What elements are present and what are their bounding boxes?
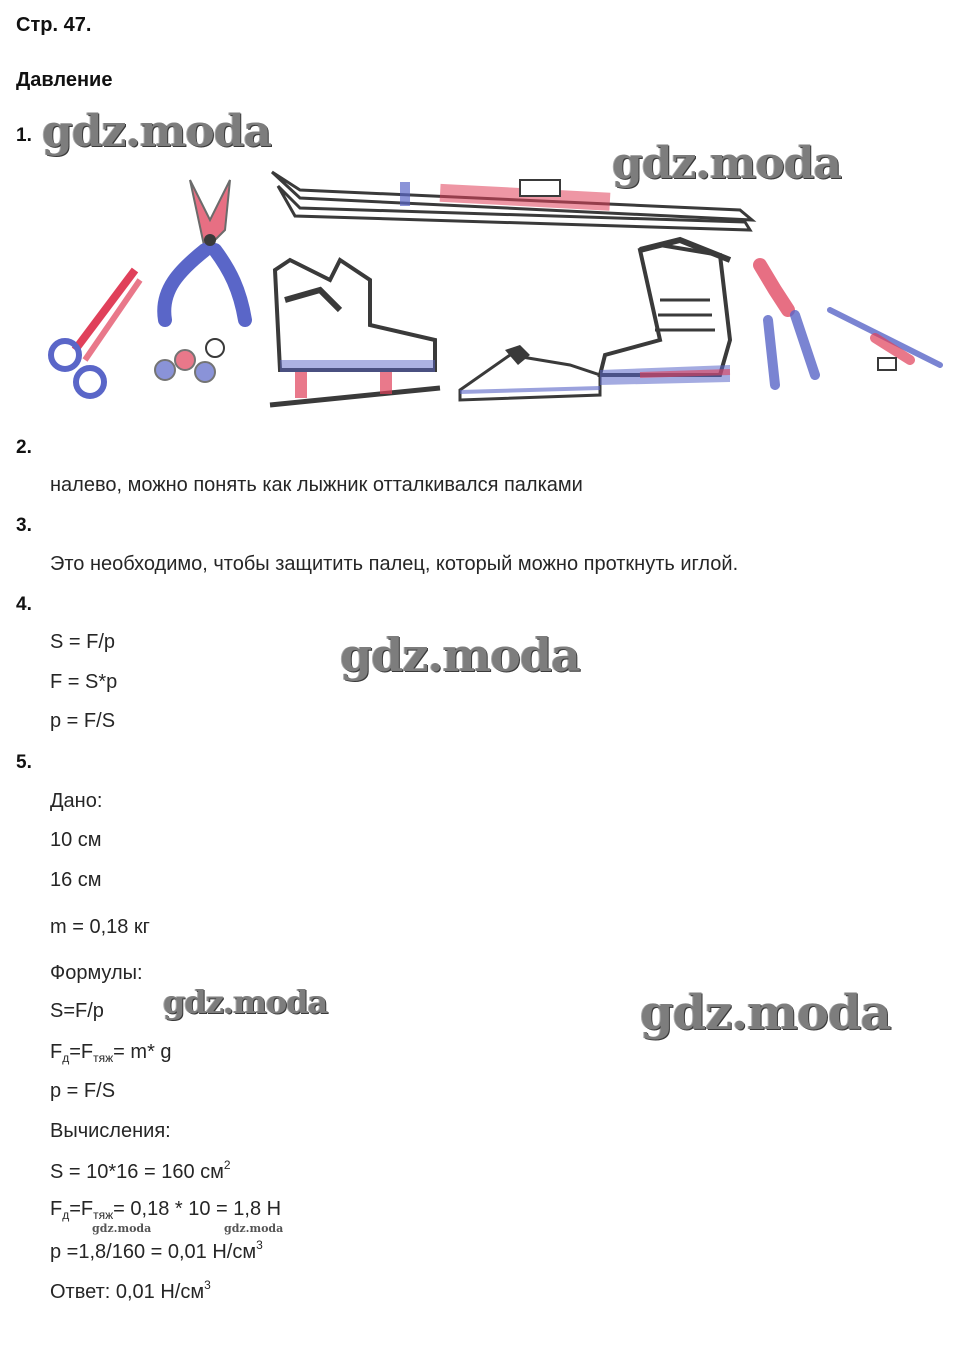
given-value: 16 см	[50, 869, 102, 891]
clippers-drawing	[760, 265, 815, 385]
ice-skate-drawing	[270, 260, 440, 405]
formula-line: p = F/S	[50, 710, 116, 732]
formula-1: S=F/p	[50, 1000, 104, 1022]
given-value: m = 0,18 кг	[50, 916, 150, 938]
watermark-4: gdz.moda	[163, 983, 328, 1021]
watermark-5: gdz.moda	[640, 985, 891, 1041]
watermark-3: gdz.moda	[340, 628, 580, 682]
formula-2: $F_д=F_{тяж}= m*$ g	[50, 1041, 172, 1065]
boot-drawing	[600, 240, 730, 385]
question-3-answer: Это необходимо, чтобы защитить палец, который можно проткнуть иглой.	[50, 553, 739, 575]
watermark-small-2: gdz.moda	[224, 1222, 284, 1235]
formulas-label: Формулы:	[50, 962, 143, 984]
question-2-answer: налево, можно понять как лыжник отталкивался палками	[50, 474, 583, 496]
pliers-drawing	[164, 180, 245, 320]
page-title: Стр. 47.	[16, 14, 92, 36]
question-1-number: 1.	[16, 125, 32, 146]
calc-2: $F_д=F_{тяж}= 0,18 * 10 = 1,8$ Н	[50, 1198, 282, 1222]
scissors-drawing	[51, 270, 140, 396]
question-3-number: 3.	[16, 515, 32, 536]
given-label: Дано:	[50, 790, 103, 812]
question-4-number: 4.	[16, 594, 32, 615]
given-value: 10 см	[50, 829, 102, 851]
calc-3: p =1,8/160 = 0,01 $Н/см^3$	[50, 1238, 263, 1263]
calc-label: Вычисления:	[50, 1120, 171, 1142]
watermark-small-1: gdz.moda	[92, 1222, 152, 1235]
calc-1: S = 10*16 = 160 $см^2$	[50, 1158, 231, 1183]
items-illustration	[40, 160, 950, 420]
watermark-1: gdz.moda	[42, 106, 272, 157]
toothbrush-drawing	[830, 310, 940, 370]
question-2-number: 2.	[16, 437, 32, 458]
answer: Ответ: 0,01 $Н/см^3$	[50, 1278, 211, 1303]
watermark-2: gdz.moda	[612, 138, 842, 189]
formula-line: F = S*p	[50, 671, 118, 693]
formula-line: S = F/p	[50, 631, 116, 653]
question-5-number: 5.	[16, 752, 32, 773]
formula-3: p = F/S	[50, 1080, 116, 1102]
section-title: Давление	[16, 69, 113, 91]
sneaker-drawing	[460, 345, 600, 400]
buttons-drawing	[155, 339, 224, 382]
